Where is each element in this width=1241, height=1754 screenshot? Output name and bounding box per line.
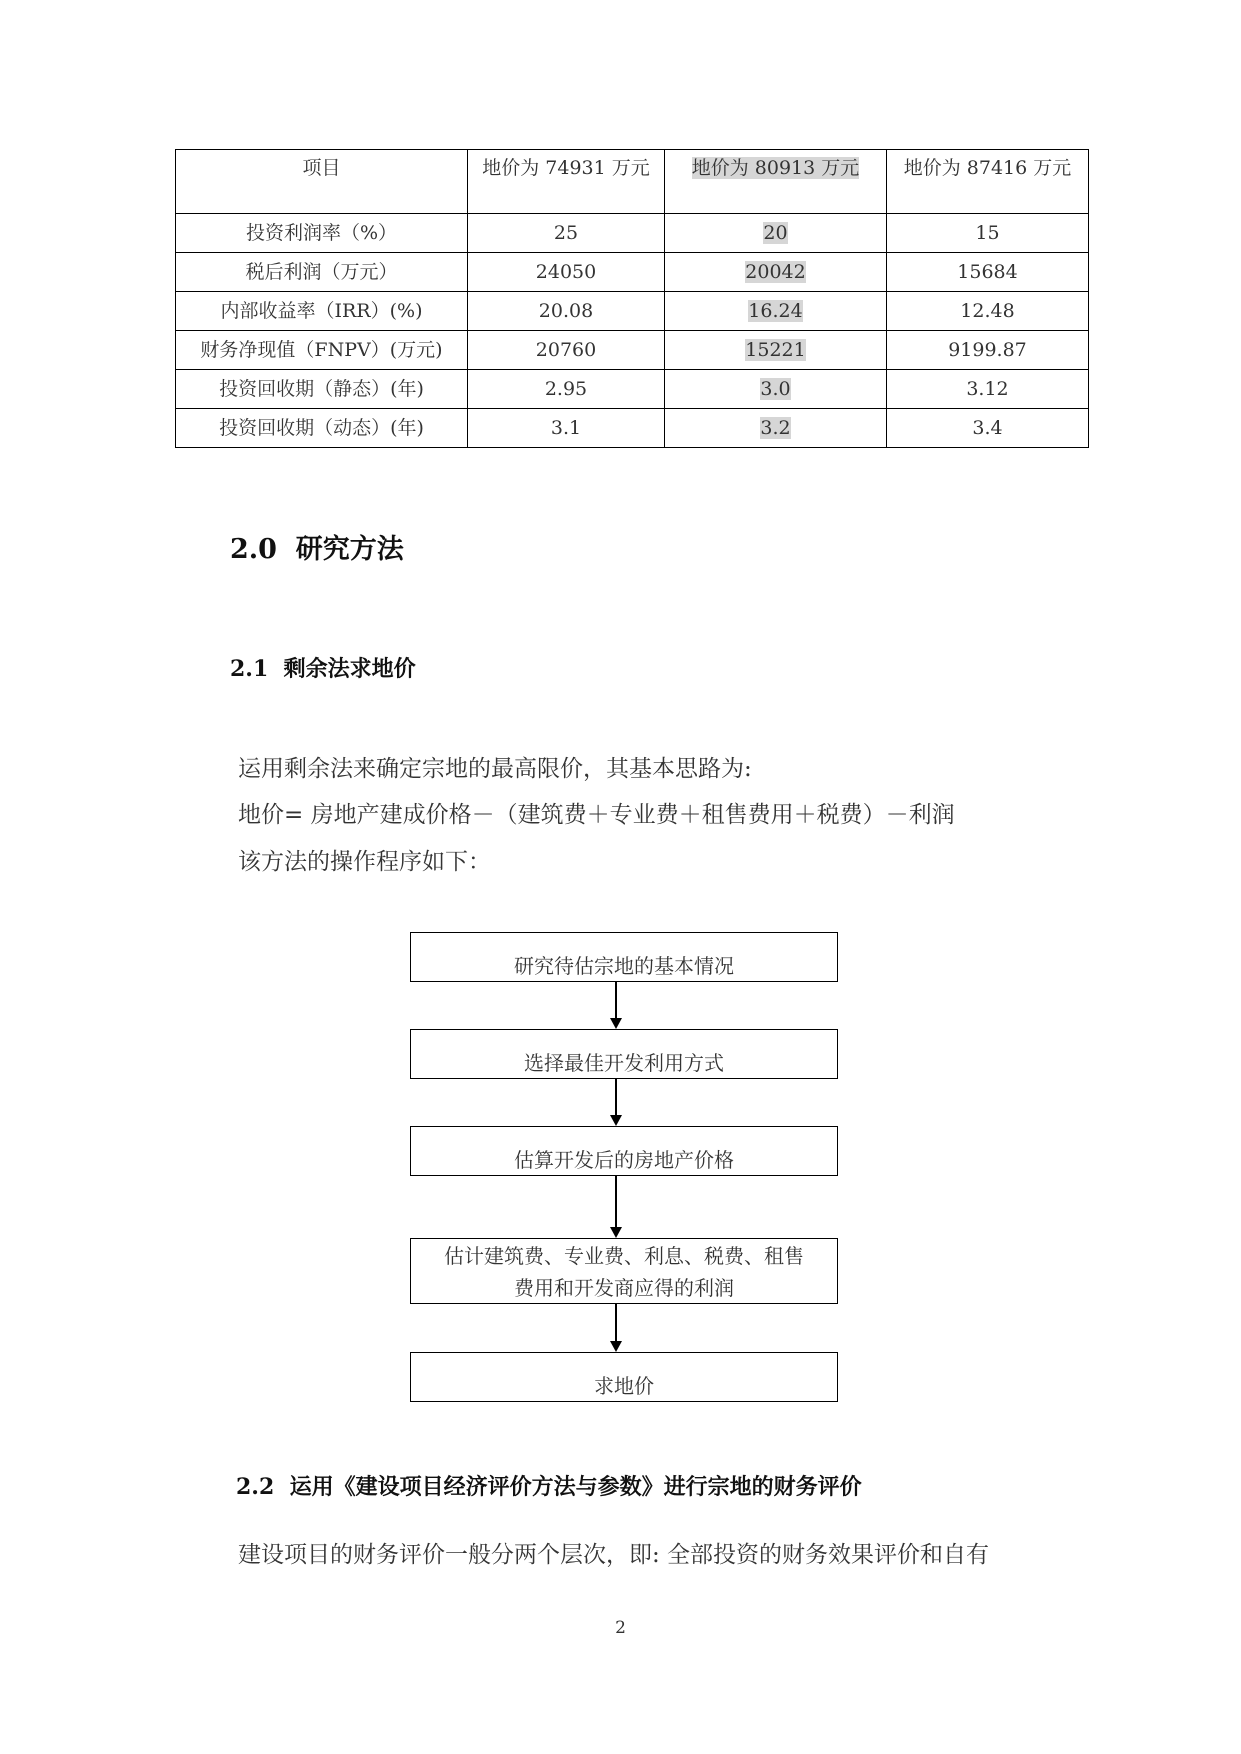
table-cell: 2.95: [468, 370, 665, 409]
flow-arrow: [615, 1176, 617, 1236]
highlighted-value: 20042: [745, 261, 806, 283]
highlighted-text: 地价为 80913 万元: [691, 157, 860, 179]
flowchart-step-2: 选择最佳开发利用方式: [410, 1029, 838, 1079]
section-heading-2-2: [236, 1470, 862, 1501]
table-row: [176, 331, 1089, 370]
section-number: 2.2: [236, 1474, 275, 1500]
table-cell: [665, 253, 887, 292]
section-number: 2.0: [230, 534, 277, 565]
header-cell-item: 项目: [176, 150, 468, 214]
section-number: 2.1: [230, 656, 269, 682]
paragraph: 该方法的操作程序如下：: [238, 849, 491, 875]
paragraph: 运用剩余法来确定宗地的最高限价，其基本思路为:: [238, 756, 752, 782]
table-cell: [665, 370, 887, 409]
flowchart-step-5: 求地价: [410, 1352, 838, 1402]
section-title: 研究方法: [295, 534, 404, 565]
page-number: 2: [615, 1618, 626, 1638]
header-cell-price-2: [665, 150, 887, 214]
table-row: [176, 253, 1089, 292]
row-label: 内部收益率（IRR）(%): [176, 292, 468, 331]
flow-arrow: [615, 982, 617, 1027]
table-row: [176, 292, 1089, 331]
flow-arrow: [615, 1304, 617, 1350]
flowchart-step-4-line-2: 费用和开发商应得的利润: [514, 1276, 734, 1300]
row-label: 投资回收期（动态）(年): [176, 409, 468, 448]
highlighted-value: 16.24: [748, 300, 803, 322]
header-cell-price-1: 地价为 74931 万元: [468, 150, 665, 214]
row-label: 财务净现值（FNPV）(万元): [176, 331, 468, 370]
flowchart-step-1: 研究待估宗地的基本情况: [410, 932, 838, 982]
table-cell: [665, 214, 887, 253]
header-cell-price-3: 地价为 87416 万元: [887, 150, 1089, 214]
section-title: 运用《建设项目经济评价方法与参数》进行宗地的财务评价: [289, 1474, 862, 1500]
paragraph: 建设项目的财务评价一般分两个层次，即: 全部投资的财务效果评价和自有: [238, 1542, 990, 1568]
table-row: [176, 370, 1089, 409]
table-row: [176, 409, 1089, 448]
section-heading-2-0: [230, 527, 404, 566]
table-cell: 3.12: [887, 370, 1089, 409]
highlighted-value: 3.2: [760, 417, 791, 439]
row-label: 税后利润（万元）: [176, 253, 468, 292]
table-cell: [665, 409, 887, 448]
table-cell: 24050: [468, 253, 665, 292]
table-cell: 3.1: [468, 409, 665, 448]
table-header-row: [176, 150, 1089, 214]
table-cell: 3.4: [887, 409, 1089, 448]
table-cell: 9199.87: [887, 331, 1089, 370]
flowchart-step-4-line-1: 估计建筑费、专业费、利息、税费、租售: [444, 1244, 804, 1268]
row-label: 投资回收期（静态）(年): [176, 370, 468, 409]
land-price-comparison-table: [175, 149, 1089, 448]
table-row: [176, 214, 1089, 253]
table-cell: 12.48: [887, 292, 1089, 331]
flow-arrow: [615, 1079, 617, 1124]
section-title: 剩余法求地价: [283, 656, 416, 682]
table-cell: 25: [468, 214, 665, 253]
highlighted-value: 20: [763, 222, 788, 244]
section-heading-2-1: [230, 652, 416, 683]
highlighted-value: 3.0: [760, 378, 791, 400]
highlighted-value: 15221: [745, 339, 806, 361]
table-cell: 20.08: [468, 292, 665, 331]
formula-paragraph: 地价= 房地产建成价格－（建筑费＋专业费＋租售费用＋税费）－利润: [238, 802, 955, 828]
flowchart-step-3: 估算开发后的房地产价格: [410, 1126, 838, 1176]
flowchart-step-4: [410, 1238, 838, 1304]
table-cell: [665, 292, 887, 331]
table-cell: 15: [887, 214, 1089, 253]
table-cell: 20760: [468, 331, 665, 370]
table-cell: 15684: [887, 253, 1089, 292]
table-cell: [665, 331, 887, 370]
row-label: 投资利润率（%）: [176, 214, 468, 253]
